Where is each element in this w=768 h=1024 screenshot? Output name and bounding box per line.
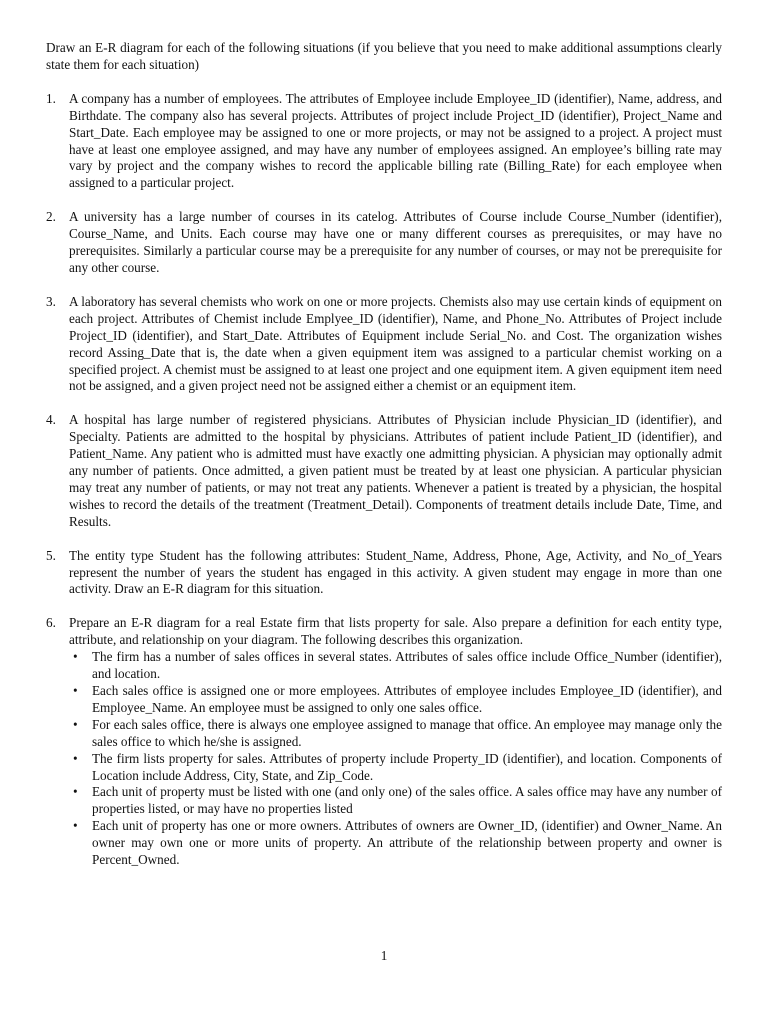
question-item-4 xyxy=(46,412,722,530)
bullet-item xyxy=(69,751,722,785)
bullet-text: For each sales office, there is always one employee assigned to manage that office. An employee may manage only the sales office to which he/she is assigned. xyxy=(92,716,722,749)
question-item-5 xyxy=(46,548,722,599)
question-text: The entity type Student has the following attributes: Student_Name, Address, Phone, Age, Activity, and No_of_Years represent the number of years the student has engaged in this activity. A given student may engage in more than one activity. Draw an E-R diagram for this situation. xyxy=(69,547,722,597)
bullet-icon: • xyxy=(73,818,78,834)
bullet-text: Each sales office is assigned one or more employees. Attributes of employee includes Employee_ID (identifier), and Employee_Name. An employee must be assigned to only one sales office. xyxy=(92,683,722,715)
bullet-icon: • xyxy=(73,716,78,732)
bullet-icon: • xyxy=(73,784,78,800)
question-list xyxy=(46,91,722,869)
bullet-text: Each unit of property must be listed with one (and only one) of the sales office. A sales office may have any number of properties listed, or may have no properties listed xyxy=(92,784,722,817)
question-text: A company has a number of employees. The attributes of Employee include Employee_ID (identifier), Name, address, and Birthdate. The company also has several projects. Attributes of project include Project_ID (identifier), Project_Name and Start_Date. Each employee may be assigned to one or more projects, or may not be assigned to a project. A project must have at least one employee assigned, and may have any number of employees assigned. An employee’s billing rate may vary by project and the company wishes to record the applicable billing rate (Billing_Rate) for each employee when assigned to a particular project. xyxy=(69,90,722,191)
question-number: 1. xyxy=(46,90,56,106)
question-text: A laboratory has several chemists who work on one or more projects. Chemists also may use certain kinds of equipment on each project. Attributes of Chemist include Emplyee_ID (identifier), Name, and Phone_No. Attributes of Project include Project_ID (identifier), and Start_Date. Attributes of Equipment include Serial_No. and Cost. The organization wishes record Assing_Date that is, the date when a given equipment item was assigned to a particular chemist working on a specified project. A chemist must be assigned to at least one project and one equipment item. A given equipment item need not be assigned, and a given project need not be assigned either a chemist or an equipment item. xyxy=(69,293,722,394)
bullet-icon: • xyxy=(73,750,78,766)
bullet-icon: • xyxy=(73,649,78,665)
instructions-paragraph: Draw an E-R diagram for each of the following situations (if you believe that you need to make additional assumptions clearly state them for each situation) xyxy=(46,40,722,72)
document-page xyxy=(46,40,722,869)
bullet-item xyxy=(69,717,722,751)
question-text: A hospital has large number of registered physicians. Attributes of Physician include Physician_ID (identifier), and Specialty. Patients are admitted to the hospital by physicians. Attributes of patient include Patient_ID (identifier), and Patient_Name. Any patient who is admitted must have exactly one admitting physician. A physician may optionally admit any number of patients. Once admitted, a given patient must be treated by at least one physician. A particular physician may treat any number of patients, or may not treat any patients. Whenever a patient is treated by a physician, the hospital wishes to record the details of the treatment (Treatment_Detail). Components of treatment details include Date, Time, and Results. xyxy=(69,412,722,529)
question-number: 4. xyxy=(46,412,56,428)
question-text: A university has a large number of courses in its catelog. Attributes of Course include Course_Number (identifier), Course_Name, and Units. Each course may have one or many different courses as prerequisites, or may have no prerequisites. Similarly a particular course may be a prerequisite for any number of courses, or may not be prerequisite for any other course. xyxy=(69,209,722,275)
question-item-1 xyxy=(46,91,722,192)
bullet-text: The firm lists property for sales. Attributes of property include Property_ID (identifier), and location. Components of Location include Address, City, State, and Zip_Code. xyxy=(92,750,722,783)
question-item-3 xyxy=(46,294,722,395)
page-number: 1 xyxy=(380,948,388,963)
bullet-list xyxy=(69,649,722,869)
bullet-text: Each unit of property has one or more owners. Attributes of owners are Owner_ID, (identifier) and Owner_Name. An owner may own one or more units of property. An attribute of the relationship between property and owner is Percent_Owned. xyxy=(92,818,722,868)
question-item-6 xyxy=(46,615,722,869)
question-item-2 xyxy=(46,209,722,277)
bullet-icon: • xyxy=(73,683,78,698)
question-number: 6. xyxy=(46,615,56,631)
bullet-item xyxy=(69,649,722,683)
question-number: 2. xyxy=(46,209,56,225)
question-number: 3. xyxy=(46,293,56,309)
bullet-item xyxy=(69,784,722,818)
bullet-text: The firm has a number of sales offices in several states. Attributes of sales office include Office_Number (identifier), and location. xyxy=(92,649,722,682)
bullet-item xyxy=(69,683,722,717)
bullet-item xyxy=(69,818,722,869)
question-text: Prepare an E-R diagram for a real Estate firm that lists property for sale. Also prepare a definition for each entity type, attribute, and relationship on your diagram. The following describes this organization. xyxy=(69,615,722,648)
question-number: 5. xyxy=(46,547,56,563)
